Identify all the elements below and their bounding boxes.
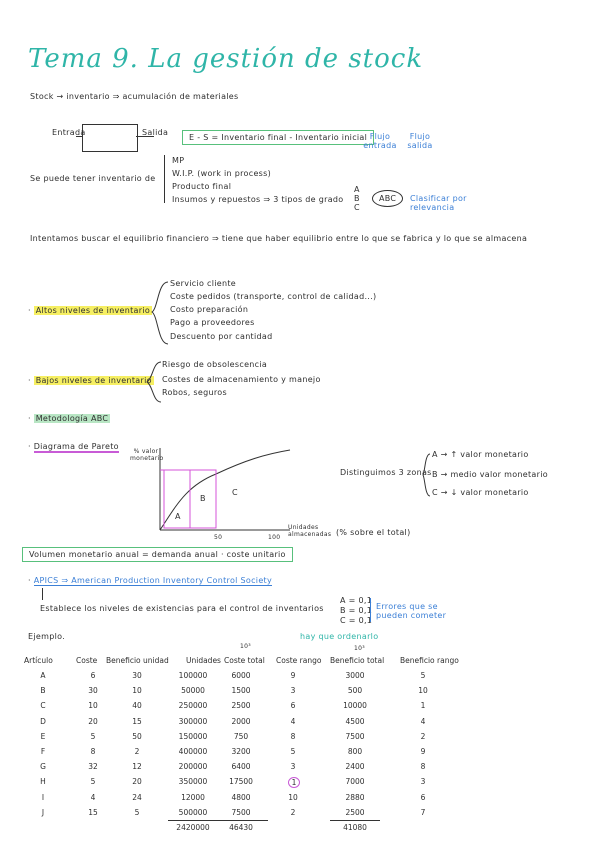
total-cost: 46430 bbox=[229, 823, 253, 832]
table-cell: 5 bbox=[90, 731, 96, 741]
high-item: Descuento por cantidad bbox=[170, 332, 273, 341]
abc-method-text: Metodología ABC bbox=[35, 414, 109, 423]
table-cell: B bbox=[40, 686, 46, 696]
table-cell: 200000 bbox=[178, 762, 208, 772]
col-header: Unidades bbox=[186, 656, 221, 665]
inventory-lead: Se puede tener inventario de bbox=[30, 174, 156, 183]
pareto-zone-c: C bbox=[232, 488, 238, 497]
table-cell: 350000 bbox=[178, 777, 208, 787]
apics-arrow bbox=[42, 588, 43, 600]
table-cell: F bbox=[40, 747, 46, 756]
table-cell: I bbox=[41, 792, 45, 802]
zone-desc-c: C → ↓ valor monetario bbox=[432, 488, 529, 497]
table-cell: 20 bbox=[132, 777, 142, 787]
table-cell: 7000 bbox=[345, 777, 365, 787]
table-cell: 2 bbox=[290, 807, 296, 817]
table-cell: 9 bbox=[420, 747, 426, 756]
table-cell: 6000 bbox=[231, 671, 251, 680]
inventory-brace bbox=[164, 155, 171, 203]
col-header: Beneficio rango bbox=[400, 656, 459, 665]
table-cell: 6400 bbox=[231, 762, 251, 772]
table-cell: 12 bbox=[132, 762, 142, 772]
table-cell: 6 bbox=[420, 792, 426, 802]
table-cell: 30 bbox=[88, 686, 98, 696]
pareto-chart bbox=[156, 446, 296, 536]
zone-desc-a: A → ↑ valor monetario bbox=[432, 450, 529, 459]
table-cell: 4 bbox=[290, 716, 296, 726]
pareto-text: Diagrama de Pareto bbox=[33, 442, 119, 451]
table-cell: 1 bbox=[288, 777, 300, 788]
grade-a: A bbox=[354, 185, 360, 194]
table-cell: 1500 bbox=[231, 686, 251, 696]
table-cell: G bbox=[40, 762, 46, 772]
total-units: 2420000 bbox=[176, 823, 210, 832]
table-cell: E bbox=[40, 731, 46, 741]
table-cell: 4500 bbox=[345, 716, 365, 726]
table-cell: 8 bbox=[90, 747, 96, 756]
table-cell: 9 bbox=[290, 671, 296, 680]
inventory-item: Producto final bbox=[172, 182, 232, 191]
pareto-zone-b: B bbox=[200, 494, 206, 503]
table-cell: 3000 bbox=[345, 671, 365, 680]
table-cell: 20 bbox=[88, 716, 98, 726]
apics-line: · APICS ⇒ American Production Inventory Control Society bbox=[28, 576, 273, 585]
table-cell: J bbox=[41, 807, 45, 817]
table-cell: 10 bbox=[288, 792, 298, 802]
pareto-x-label: Unidades almacenadas bbox=[288, 524, 332, 538]
table-cell: 3 bbox=[290, 686, 296, 696]
zones-brace bbox=[422, 452, 432, 498]
table-cell: 5 bbox=[90, 777, 96, 787]
example-label: Ejemplo. bbox=[28, 632, 65, 641]
table-cell: 250000 bbox=[178, 701, 208, 711]
table-cell: 4 bbox=[420, 716, 426, 726]
table-cell: 7500 bbox=[231, 807, 251, 817]
col-header: Coste total bbox=[224, 656, 265, 665]
apics-sub: Establece los niveles de existencias para el control de inventarios bbox=[40, 604, 324, 613]
inventory-item: MP bbox=[172, 156, 185, 165]
pareto-tick-100: 100 bbox=[268, 534, 281, 541]
order-note: hay que ordenarlo bbox=[300, 632, 379, 641]
table-cell: 2 bbox=[420, 731, 426, 741]
equilibrium-text bbox=[30, 226, 575, 252]
high-levels-label: · Altos niveles de inventario bbox=[28, 306, 151, 315]
page-title: Tema 9. La gestión de stock bbox=[28, 44, 424, 74]
table-cell: 1 bbox=[420, 701, 426, 711]
high-levels-brace bbox=[150, 278, 170, 348]
table-cell: 7 bbox=[420, 807, 426, 817]
table-cell: 32 bbox=[88, 762, 98, 772]
apics-range: B = 0,1 bbox=[340, 606, 373, 615]
flujo-entrada-label: Flujo entrada bbox=[363, 132, 397, 150]
table-cell: 4 bbox=[90, 792, 96, 802]
apics-note-brace bbox=[370, 598, 371, 622]
table-cell: 30 bbox=[132, 671, 142, 680]
col-header: Beneficio unidad bbox=[106, 656, 169, 665]
low-item: Riesgo de obsolescencia bbox=[162, 360, 268, 369]
table-cell: 750 bbox=[233, 731, 249, 741]
table-cell: 150000 bbox=[178, 731, 208, 741]
table-cell: 5 bbox=[134, 807, 140, 817]
table-cell: 40 bbox=[132, 701, 142, 711]
inventory-item: W.I.P. (work in process) bbox=[172, 169, 272, 178]
abc-method: · Metodología ABC bbox=[28, 414, 109, 423]
table-cell: 7500 bbox=[345, 731, 365, 741]
table-cell: 8 bbox=[290, 731, 296, 741]
table-cell: 3 bbox=[420, 777, 426, 787]
total-benefit: 41080 bbox=[343, 823, 367, 832]
pareto-tick-50: 50 bbox=[214, 534, 223, 541]
grade-c: C bbox=[354, 203, 360, 212]
table-cell: 3200 bbox=[231, 747, 251, 756]
totals-rule-2 bbox=[330, 820, 380, 821]
table-cell: 10 bbox=[88, 701, 98, 711]
exp-unit-cost: 10³ bbox=[240, 643, 251, 650]
zone-desc-b: B → medio valor monetario bbox=[432, 470, 548, 479]
equilibrium-sentence: Intentamos buscar el equilibrio financiero ⇒ tiene que haber equilibrio entre lo que se fabrica y lo que se almacena bbox=[30, 234, 528, 243]
high-item: Servicio cliente bbox=[170, 279, 236, 288]
warehouse-box bbox=[82, 124, 138, 152]
exp-unit-benefit: 10³ bbox=[354, 645, 365, 652]
table-cell: H bbox=[40, 777, 46, 787]
value-formula: Volumen monetario anual = demanda anual · coste unitario bbox=[22, 547, 293, 562]
table-cell: 15 bbox=[88, 807, 98, 817]
table-cell: 10 bbox=[132, 686, 142, 696]
stock-definition: Stock → inventario ⇒ acumulación de materiales bbox=[30, 92, 239, 101]
pareto-x-note: (% sobre el total) bbox=[336, 528, 411, 537]
apics-range: A = 0,1 bbox=[340, 596, 373, 605]
low-item: Costes de almacenamiento y manejo bbox=[162, 375, 321, 384]
table-cell: 24 bbox=[132, 792, 142, 802]
table-cell: 3 bbox=[290, 762, 296, 772]
table-cell: 5 bbox=[290, 747, 296, 756]
grade-b: B bbox=[354, 194, 360, 203]
table-cell: 10 bbox=[418, 686, 428, 696]
low-item: Robos, seguros bbox=[162, 388, 227, 397]
apics-note: Errores que se pueden cometer bbox=[376, 602, 447, 620]
table-cell: 4800 bbox=[231, 792, 251, 802]
abc-note: Clasificar por relevancia bbox=[410, 194, 467, 212]
table-cell: 800 bbox=[347, 747, 363, 756]
table-cell: D bbox=[40, 716, 46, 726]
table-cell: 2880 bbox=[345, 792, 365, 802]
table-cell: 5 bbox=[420, 671, 426, 680]
pareto-y-label: % valor monetario bbox=[130, 448, 164, 462]
col-header: Artículo bbox=[24, 656, 53, 665]
table-cell: 50000 bbox=[181, 686, 205, 696]
high-item: Pago a proveedores bbox=[170, 318, 255, 327]
high-levels-text: Altos niveles de inventario bbox=[35, 306, 151, 315]
table-cell: 2 bbox=[134, 747, 140, 756]
inventory-item: Insumos y repuestos ⇒ 3 tipos de grado bbox=[172, 195, 344, 204]
table-cell: 6 bbox=[90, 671, 96, 680]
table-cell: 15 bbox=[132, 716, 142, 726]
table-cell: 100000 bbox=[178, 671, 208, 680]
table-cell: A bbox=[40, 671, 46, 680]
col-header: Beneficio total bbox=[330, 656, 385, 665]
table-cell: 8 bbox=[420, 762, 426, 772]
high-item: Coste pedidos (transporte, control de calidad...) bbox=[170, 292, 377, 301]
pareto-label: · Diagrama de Pareto bbox=[28, 442, 119, 451]
low-levels-brace bbox=[145, 360, 163, 404]
table-cell: 500 bbox=[347, 686, 363, 696]
flow-output-label: Salida bbox=[142, 128, 169, 137]
table-cell: 2400 bbox=[345, 762, 365, 772]
flow-input-label: Entrada bbox=[52, 128, 86, 137]
table-cell: 17500 bbox=[229, 777, 253, 787]
flow-input-arrow bbox=[76, 136, 82, 137]
col-header: Coste bbox=[76, 656, 98, 665]
high-item: Costo preparación bbox=[170, 305, 249, 314]
table-cell: 2500 bbox=[231, 701, 251, 711]
table-cell: C bbox=[40, 701, 46, 711]
table-cell: 2000 bbox=[231, 716, 251, 726]
table-cell: 50 bbox=[132, 731, 142, 741]
table-cell: 10000 bbox=[343, 701, 367, 711]
table-cell: 6 bbox=[290, 701, 296, 711]
low-levels-label: · Bajos niveles de inventario bbox=[28, 376, 152, 385]
table-cell: 12000 bbox=[181, 792, 205, 802]
table-cell: 500000 bbox=[178, 807, 208, 817]
inventory-formula: E - S = Inventario final - Inventario inicial bbox=[182, 130, 374, 145]
low-levels-text: Bajos niveles de inventario bbox=[35, 376, 152, 385]
abc-circle: ABC bbox=[372, 190, 403, 207]
table-cell: 300000 bbox=[178, 716, 208, 726]
totals-rule bbox=[168, 820, 268, 821]
apics-range: C = 0,1 bbox=[340, 616, 373, 625]
pareto-zone-a: A bbox=[175, 512, 181, 521]
apics-text: APICS ⇒ American Production Inventory Control Society bbox=[33, 576, 273, 585]
table-cell: 2500 bbox=[345, 807, 365, 817]
table-cell: 400000 bbox=[178, 747, 208, 756]
zones-lead: Distinguimos 3 zonas bbox=[340, 468, 432, 477]
flujo-salida-label: Flujo salida bbox=[407, 132, 433, 150]
col-header: Coste rango bbox=[276, 656, 322, 665]
